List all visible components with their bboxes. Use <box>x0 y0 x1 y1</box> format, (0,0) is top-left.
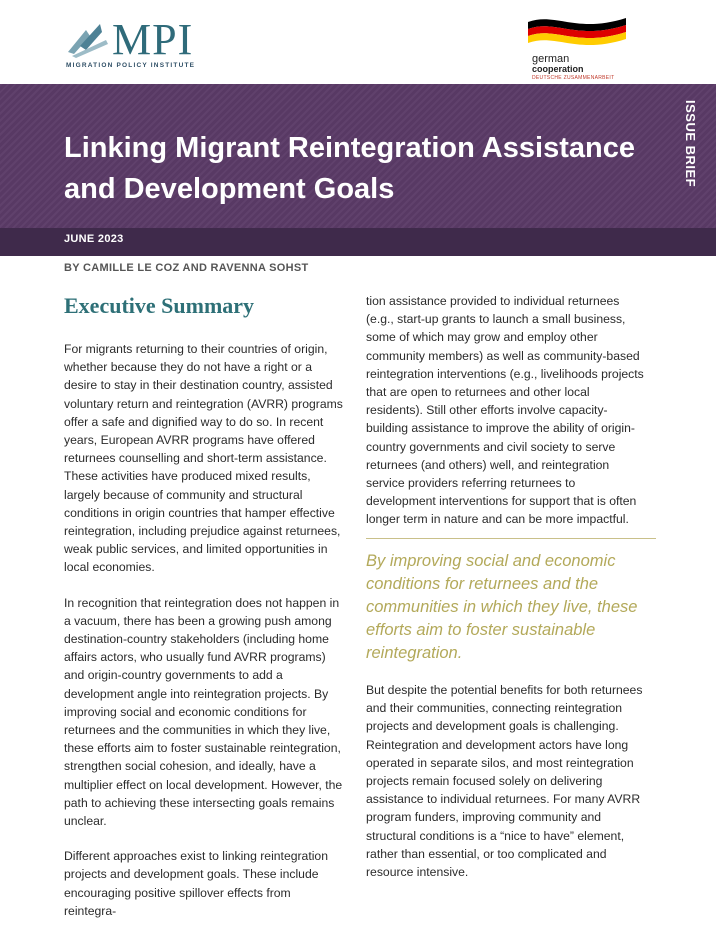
publication-date: JUNE 2023 <box>64 233 124 245</box>
partner-name-line1: german <box>532 53 570 65</box>
paragraph: For migrants returning to their countries of origin, whether because they do not have a right or a desire to stay in their destination country, assisted voluntary return and reintegration (AVRR) programs offer a safe and dignified way to do so. In recent years, European AVRR programs have offered returnees counselling and short-term assistance. These activities have produced mixed results, largely because of community and structural conditions in origin countries that hamper effective reintegration, including prejudice against returnees, weak public services, and limited opportunities in local economies. <box>64 342 343 575</box>
partner-name-line2: cooperation <box>532 64 584 74</box>
page-title: Linking Migrant Reintegration Assistance and Development Goals <box>64 132 635 205</box>
paragraph: tion assistance provided to individual returnees (e.g., start-up grants to launch a small business, some of which may grow and employ other community members) as well as community-based reintegration interventions (e.g., livelihoods projects that are open to returnees and other local residents). Still other efforts involve capacity-building assistance to improve the ability of origin-country governments and civil society to serve returnees (and others) well, and reintegration service providers referring returnees to development interventions for support that is often longer term in nature and can be more impactful. <box>366 294 644 527</box>
mpi-logo[interactable] <box>66 15 236 70</box>
paragraph: In recognition that reintegration does not happen in a vacuum, there has been a growing push among destination-country stakeholders (including home affairs actors, who usually fund AVRR programs) and origin-country governments to add a development angle into reintegration projects. By improving social and economic conditions for returnees and the communities in which they live, these efforts aim to foster sustainable reintegration, strengthen social cohesion, and ideally, have a multiplier effect on local development. However, the path to achieving these intersecting goals remains unclear. <box>64 595 343 829</box>
german-cooperation-logo[interactable] <box>520 12 630 81</box>
right-column-lower <box>366 681 648 898</box>
section-heading-executive-summary: Executive Summary <box>64 293 255 318</box>
paragraph: But despite the potential benefits for both returnees and their communities, connecting reintegration projects and development goals is challenging. Reintegration and development actors have long operated in separate silos, and most reintegration projects remain focused solely on delivering assistance to individual returnees. For many AVRR program funders, improving community and structural conditions is a “nice to have” element, rather than essential, or too complicated and resource intensive. <box>366 683 643 880</box>
mpi-logo-text: MPI <box>112 15 194 64</box>
mpi-logo-subtext: MIGRATION POLICY INSTITUTE <box>66 62 196 69</box>
pull-quote: By improving social and economic conditions for returnees and the communities in which they live, these efforts aim to foster sustainable reintegration. <box>366 552 638 662</box>
authors-line: BY CAMILLE LE COZ AND RAVENNA SOHST <box>64 262 309 274</box>
left-column <box>64 340 346 937</box>
pull-quote-divider <box>366 538 656 539</box>
right-column <box>366 292 648 546</box>
mpi-bird-icon <box>66 22 110 58</box>
partner-name-line3: DEUTSCHE ZUSAMMENARBEIT <box>532 75 615 81</box>
issue-brief-tag: ISSUE BRIEF <box>683 100 698 188</box>
german-flag-icon <box>526 12 628 52</box>
paragraph: Different approaches exist to linking reintegration projects and development goals. These include encouraging positive spillover effects from reintegra- <box>64 849 328 918</box>
